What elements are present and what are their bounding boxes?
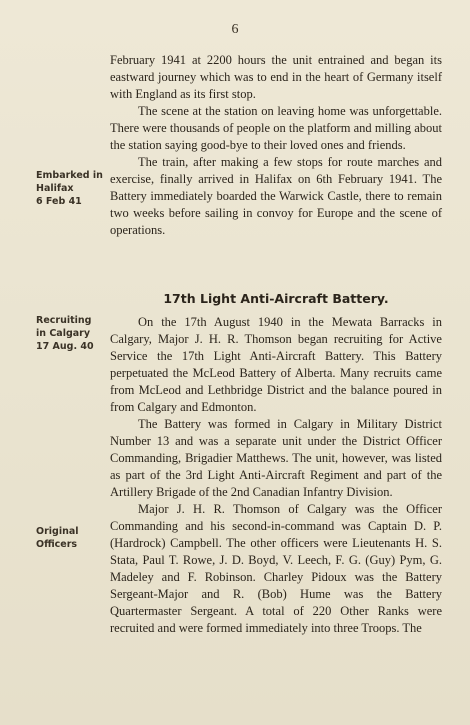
margin-note-line: 6 Feb 41 bbox=[36, 196, 82, 207]
paragraph: The scene at the station on leaving home was unforgettable. There were thousands of people on the platform and milling about the station saying good-bye to their loved ones and friends. bbox=[110, 104, 442, 152]
margin-note-officers bbox=[36, 525, 112, 551]
paragraph: The Battery was formed in Calgary in Military District Number 13 and was a separate unit under the District Officer Commanding, Brigadier Matthews. The unit, however, was listed as part of the 3rd Light Anti-Aircraft Regiment and part of the Artillery Brigade of the 2nd Canadian Infantry Division. bbox=[110, 417, 442, 499]
body-section-departure bbox=[110, 52, 442, 239]
paragraph: Major J. H. R. Thomson of Calgary was the Officer Commanding and his second-in-command was Captain D. P. (Hardrock) Campbell. The other officers were Lieutenants H. S. Stata, Paul T. Rowe, J. D. Boyd, V. Leech, F. G. (Guy) Pym, G. Madeley and F. Robinson. Charley Pidoux was the Battery Sergeant-Major and R. (Bob) Hume was the Battery Quartermaster Sergeant. A total of 220 Other Ranks were recruited and were formed immediately into three Troops. The bbox=[110, 502, 442, 635]
section-heading: 17th Light Anti-Aircraft Battery. bbox=[163, 291, 389, 306]
body-section-battery bbox=[110, 314, 442, 637]
margin-note-line: Officers bbox=[36, 539, 78, 550]
margin-note-line: Original bbox=[36, 526, 79, 537]
margin-note-recruiting bbox=[36, 314, 112, 353]
paragraph: On the 17th August 1940 in the Mewata Barracks in Calgary, Major J. H. R. Thomson began recruiting for Active Service the 17th Light Anti-Aircraft Battery. This Battery perpetuated the McLeod Battery of Alberta. Many recruits came from McLeod and Lethbridge District and the balance poured in from Calgary and Edmonton. bbox=[110, 315, 442, 414]
paragraph: The train, after making a few stops for route marches and exercise, finally arrived in Halifax on 6th February 1941. The Battery immediately boarded the Warwick Castle, there to remain two weeks before sailing in convoy for Europe and the scene of operations. bbox=[110, 155, 442, 237]
margin-note-line: Halifax bbox=[36, 183, 74, 194]
margin-note-line: 17 Aug. 40 bbox=[36, 341, 94, 352]
page-number: 6 bbox=[231, 22, 239, 37]
margin-note-line: Recruiting bbox=[36, 315, 92, 326]
margin-note-line: in Calgary bbox=[36, 328, 91, 339]
margin-note-line: Embarked in bbox=[36, 170, 103, 181]
paragraph: February 1941 at 2200 hours the unit entrained and began its eastward journey which was to end in the heart of Germany itself with England as its first stop. bbox=[110, 53, 442, 101]
margin-note-embarked bbox=[36, 169, 112, 208]
